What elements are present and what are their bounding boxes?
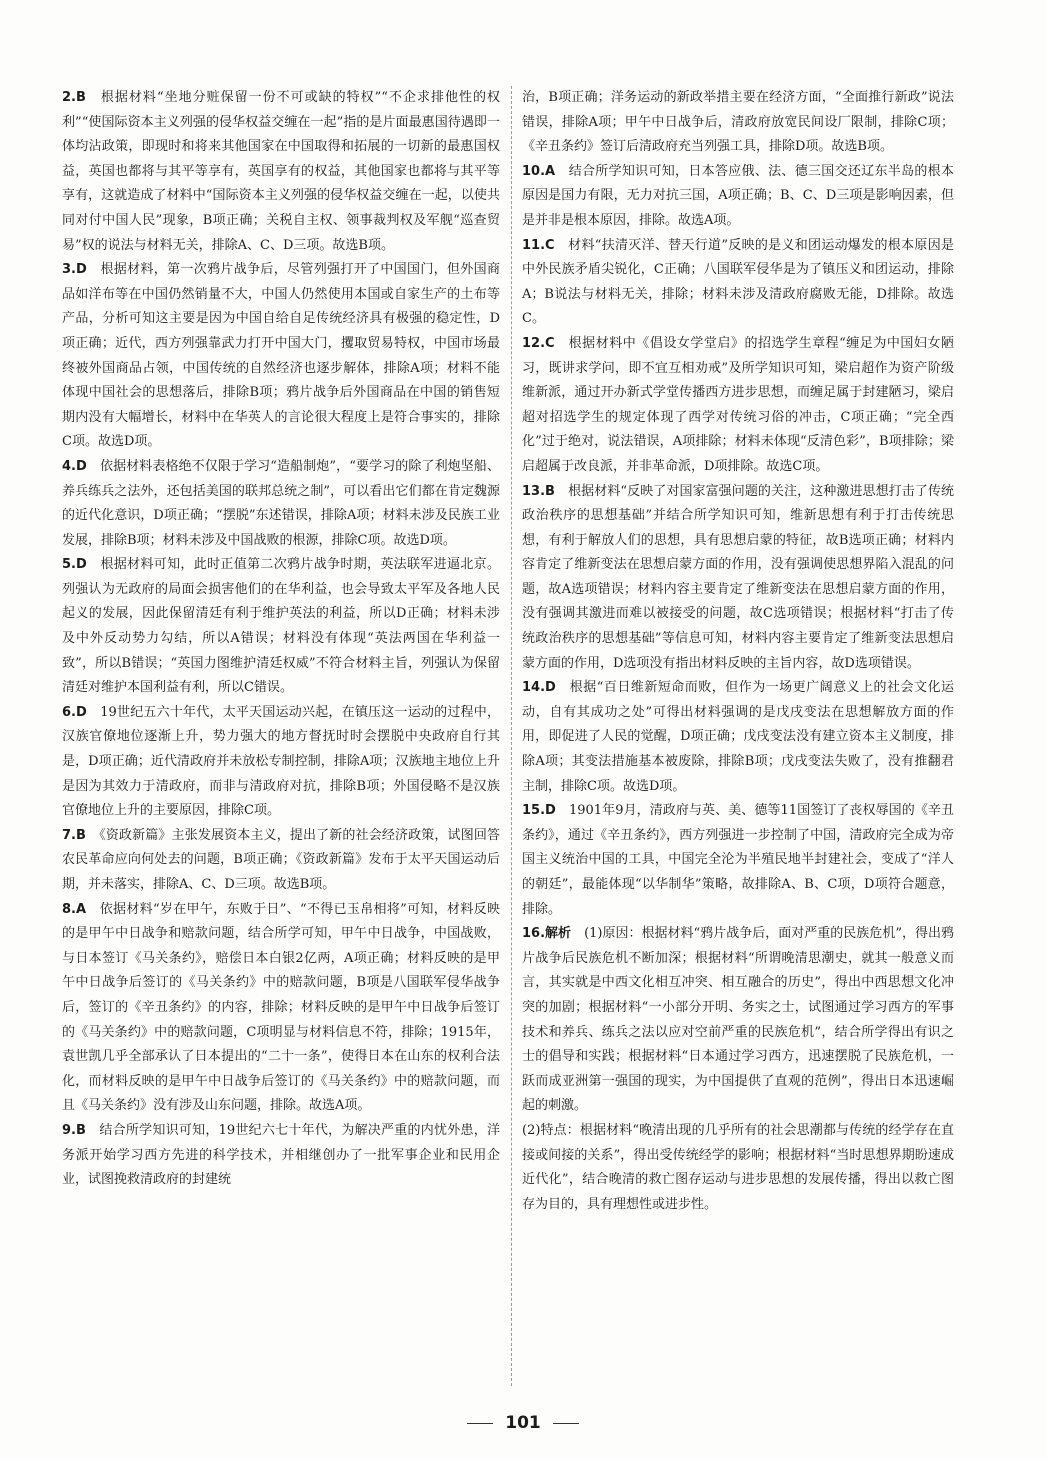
answer-number: 16.解析 <box>522 926 572 942</box>
answer-text: 19世纪五六十年代，太平天国运动兴起，在镇压这一运动的过程中，汉族官僚地位逐渐上升，势力强大的地方督抚时时会摆脱中央政府自行其是，D项正确；近代清政府并未放松专制控制，排除A项；汉族地主地位上升是因为其效力于清政府，而非与清政府对抗，排除B项；外国侵略不是汉族官僚地位上升的主要原因，排除C项。 <box>62 704 500 819</box>
answer-text: 依据材料“岁在甲午，东败于日”、“不得已玉帛相将”可知，材料反映的是甲午中日战争和赔款问题，结合所学可知，甲午中日战争，中国战败，与日本签订《马关条约》，赔偿日本白银2亿两，A项正确；材料反映的是甲午中日战争后签订的《马关条约》中的赔款问题，B项是八国联军侵华战争后，签订的《辛丑条约》的内容，排除；材料反映的是甲午中日战争后签订的《马关条约》中的赔款问题，C项明显与材料信息不符，排除；1915年，袁世凯几乎全部承认了日本提出的“二十一条”，使得日本在山东的权利合法化，而材料反映的是甲午中日战争后签订的《马关条约》中的赔款问题，而且《马关条约》没有涉及山东问题，排除。故选A项。 <box>62 901 500 1114</box>
answer-text: 结合所学知识可知，19世纪六七十年代，为解决严重的内忧外患，洋务派开始学习西方先进的科学技术，并相继创办了一批军事企业和民用企业，试图挽救清政府的封建统 <box>62 1122 500 1188</box>
answer-item <box>522 799 954 922</box>
answer-number: 10.A <box>522 163 556 179</box>
answer-text: 根据材料可知，此时正值第二次鸦片战争时期，英法联军进逼北京。列强认为无政府的局面会损害他们的在华利益，也会导致太平军及各地人民起义的发展，因此保留清廷有利于维护英法的利益，所以D正确；材料未涉及中外反动势力勾结，所以A错误；材料没有体现“英法两国在华利益一致”，所以B错误；“英国力图维护清廷权威”不符合材料主旨，列强认为保留清廷对维护本国利益有利，所以C错误。 <box>62 557 500 696</box>
answer-number: 7.B <box>62 827 86 843</box>
answer-number: 2.B <box>62 90 86 105</box>
answer-text: 根据“百日维新短命而败，但作为一场更广阔意义上的社会文化运动，自有其成功之处”可得出材料强调的是戊戌变法在思想解放方面的作用，即促进了人民的觉醒，D项正确；戊戌变法没有建立资本主义制度，排除A项；其变法措施基本被废除，排除B项；戊戌变法失败了，没有推翻君主制，排除C项。故选D项。 <box>522 680 954 794</box>
answer-item <box>522 480 954 677</box>
answer-text: 根据材料中《倡设女学堂启》的招选学生章程“缠足为中国妇女陋习，既讲求学问，即不宜互相劝戒”及所学知识可知，梁启超作为资产阶级维新派，通过开办新式学堂传播西方进步思想，而缠足属于封建陋习，梁启超对招选学生的规定体现了西学对传统习俗的冲击，C项正确；“完全西化”过于绝对，说法错误，A项排除；材料未体现“反清色彩”，B项排除；梁启超属于改良派，并非革命派，D项排除。故选C项。 <box>522 335 954 474</box>
answer-text: 依据材料表格绝不仅限于学习“造船制炮”，“要学习的除了利炮坚船、养兵练兵之法外，还包括美国的联邦总统之制”，可以看出它们都在肯定魏源的近代化意识，D项正确；“摆脱”东述错误，排除A项；材料未涉及民族工业发展，排除B项；材料未涉及中国战败的根源，排除C项。故选D项。 <box>62 458 500 548</box>
answer-text: 根据材料“坐地分赃保留一份不可或缺的特权”“不企求排他性的权利”“使国际资本主义列强的侵华权益交缠在一起”指的是片面最惠国待遇即一体均沾政策，即现时和将来其他国家在中国取得和拓展的一切新的最惠国权益，英国也都将与其平等享有，英国享有的权益，其他国家也都将与其平等享有，这就造成了材料中“国际资本主义列强的侵华权益交缠在一起，以使共同对付中国人民”现象，B项正确；关税自主权、领事裁判权及军舰“巡查贸易”权的说法与材料无关，排除A、C、D三项。故选B项。 <box>62 90 500 253</box>
answer-text: 根据材料，第一次鸦片战争后，尽管列强打开了中国国门，但外国商品如洋布等在中国仍然销量不大，中国人仍然使用本国或自家生产的土布等产品，分析可知这主要是因为中国自给自足传统经济具有极强的稳定性，D项正确；近代，西方列强靠武力打开中国大门，攫取贸易特权，中国市场最终被外国商品占领，中国传统的自然经济也逐步解体，排除A项；材料不能体现中国社会的思想落后，排除B项；鸦片战争后外国商品在中国的销售短期内没有大幅增长，材料中在华英人的言论很大程度上是符合事实的，排除C项。故选D项。 <box>62 262 500 450</box>
page-number: 101 <box>505 1413 541 1433</box>
answer-item <box>62 86 500 258</box>
answer-item <box>522 332 954 480</box>
answer-item <box>522 922 954 1119</box>
answer-number: 14.D <box>522 680 556 696</box>
answer-number: 13.B <box>522 483 555 499</box>
footer-rule-left <box>467 1423 493 1424</box>
answer-number: 4.D <box>62 458 87 474</box>
answer-item <box>62 1119 500 1193</box>
answer-item <box>62 258 500 455</box>
answer-text: 结合所学知识可知，日本答应俄、法、德三国交还辽东半岛的根本原因是国力有限，无力对抗三国，A项正确；B、C、D三项是影响因素，但是并非是根本原因，排除。故选A项。 <box>522 163 954 228</box>
answer-continuation: 治，B项正确；洋务运动的新政举措主要在经济方面，“全面推行新政”说法错误，排除A项；甲午中日战争后，清政府放宽民间设厂限制，排除C项；《辛丑条约》签订后清政府充当列强工具，排除D项。故选B项。 <box>522 90 954 155</box>
answer-number: 9.B <box>62 1122 86 1138</box>
answer-item <box>62 455 500 553</box>
answer-text: 《资政新篇》主张发展资本主义，提出了新的社会经济政策，试图回答农民革命应向何处去的问题，B项正确；《资政新篇》发布于太平天国运动后期，并未落实，排除A、C、D三项。故选B项。 <box>62 827 500 892</box>
footer-rule-right <box>553 1423 579 1424</box>
answer-item <box>62 824 500 898</box>
answer-text: 根据材料“反映了对国家富强问题的关注，这种激进思想打击了传统政治秩序的思想基础”并结合所学知识可知，维新思想有利于打击传统思想，有利于解放人们的思想，具有思想启蒙的特征，故B选项正确；材料内容肯定了维新变法在思想启蒙方面的作用，没有强调使思想界陷入混乱的问题，故A选项错误；材料内容主要肯定了维新变法在思想启蒙方面的作用，没有强调其激进而难以被接受的问题，故C选项错误；根据材料“打击了传统政治秩序的思想基础”等信息可知，材料内容主要肯定了维新变法思想启蒙方面的作用，D选项没有指出材料反映的主旨内容，故D选项错误。 <box>522 483 954 671</box>
answer-item <box>522 234 954 332</box>
answer-text: (1)原因：根据材料“鸦片战争后，面对严重的民族危机”，得出鸦片战争后民族危机不断加深；根据材料“所谓晚清思潮史，就其一般意义而言，其实就是中西文化相互冲突、相互融合的历史”，得出中西思想文化冲突的加剧；根据材料“一小部分开明、务实之士，试图通过学习西方的军事技术和养兵、练兵之法以应对空前严重的民族危机”，结合所学得出有识之士的倡导和实践；根据材料“日本通过学习西方，迅速摆脱了民族危机，一跃而成亚洲第一强国的现实，为中国提供了直观的范例”，得出日本迅速崛起的刺激。 <box>522 926 954 1114</box>
answer-text: 1901年9月，清政府与英、美、德等11国签订了丧权辱国的《辛丑条约》，通过《辛丑条约》，西方列强进一步控制了中国，清政府完全成为帝国主义统治中国的工具，中国完全沦为半殖民地半封建社会，变成了“洋人的朝廷”，最能体现“以华制华”策略，故排除A、B、C项，D项符合题意，排除。 <box>522 803 954 917</box>
answer-item <box>62 701 500 824</box>
answer-item <box>62 553 500 701</box>
right-column <box>522 86 954 1217</box>
answer-item <box>522 160 954 234</box>
answer-number: 6.D <box>62 704 87 720</box>
answer-number: 15.D <box>522 803 556 819</box>
answer-number: 5.D <box>62 557 87 573</box>
answer-number: 3.D <box>62 262 87 278</box>
answer-subpart: (2)特点：根据材料“晚清出现的几乎所有的社会思潮都与传统的经学存在直接或间接的关系”，得出受传统经学的影响；根据材料“当时思想界期盼速成近代化”，结合晚清的救亡图存运动与进步思想的发展传播，得出以救亡图存为目的，具有理想性或进步性。 <box>522 1122 954 1212</box>
answer-number: 11.C <box>522 237 555 253</box>
answer-item <box>522 676 954 799</box>
left-column <box>62 86 500 1193</box>
column-divider <box>511 86 512 1386</box>
answer-item <box>62 898 500 1119</box>
answer-number: 12.C <box>522 335 555 351</box>
page-footer <box>0 1413 1046 1433</box>
answer-text: 材料“扶清灭洋、替天行道”反映的是义和团运动爆发的根本原因是中外民族矛盾尖锐化，C正确；八国联军侵华是为了镇压义和团运动，排除A；B说法与材料无关，排除；材料未涉及清政府腐败无能，D排除。故选C。 <box>522 237 954 327</box>
answer-number: 8.A <box>62 901 87 917</box>
